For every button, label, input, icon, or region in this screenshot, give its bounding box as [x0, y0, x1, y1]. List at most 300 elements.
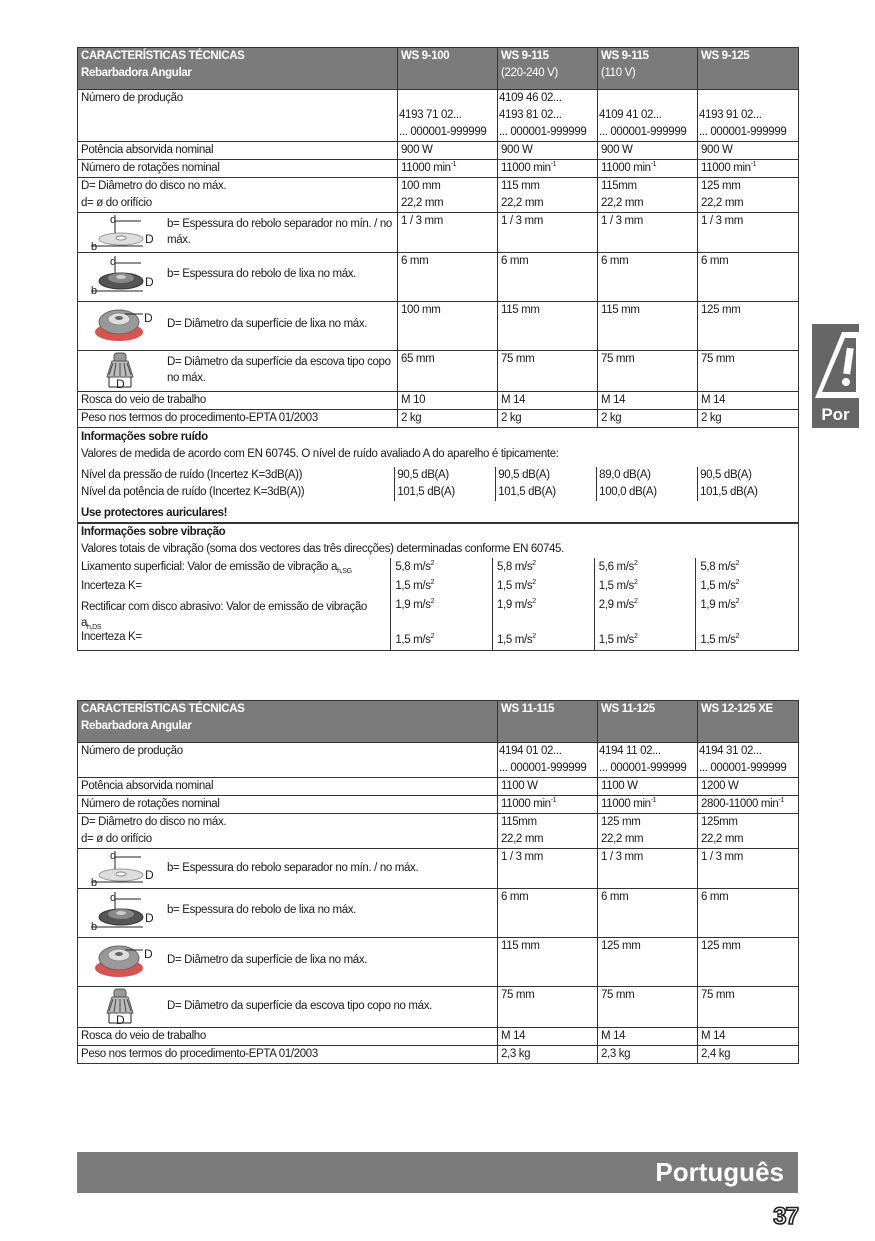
value-cell: 1 / 3 mm — [398, 213, 498, 253]
side-tab-label: Por — [821, 405, 850, 424]
warning-icon — [812, 326, 859, 398]
production-line — [599, 90, 694, 107]
value-cell: 6 mm — [698, 889, 799, 938]
value-cell: 75 mm — [498, 987, 598, 1028]
table2-disc-row — [78, 814, 799, 849]
bore-value: 22,2 mm — [701, 833, 744, 845]
sq: 2 — [430, 633, 435, 640]
bore-label: d= ø do orifício — [81, 197, 152, 209]
value-cell: M 14 — [698, 1028, 799, 1046]
value-cell: 1 / 3 mm — [498, 849, 598, 889]
icon-letter-b: b — [91, 877, 97, 887]
value-cell: 65 mm — [398, 351, 498, 392]
vib-sg-value — [599, 558, 696, 577]
val: 1,5 m/s — [700, 634, 736, 646]
value-cell — [498, 178, 598, 213]
table2-header-row — [78, 701, 799, 743]
table2-header-title-cell — [78, 701, 498, 743]
icon-letter-D: D — [144, 311, 153, 325]
disc-value: 125mm — [701, 816, 738, 828]
value-cell: 125 mm — [598, 938, 698, 987]
table2-weight-row — [78, 1046, 799, 1064]
production-serial: ... 000001-999999 — [499, 126, 587, 138]
val: 5,8 m/s — [700, 561, 736, 573]
table1-grind-row — [78, 253, 799, 302]
sanding-disc-icon — [81, 302, 159, 346]
sound-power-label: Nível da potência de ruído (Incertez K=3dB(A)) — [81, 486, 305, 498]
value-cell: 1 / 3 mm — [698, 849, 799, 889]
sanding-disc-icon — [81, 938, 159, 982]
value-cell: 6 mm — [498, 889, 598, 938]
row-label: Número de produção — [78, 90, 398, 142]
value-cell: 6 mm — [498, 253, 598, 302]
icon-letter-b: b — [91, 241, 97, 251]
disc-value: 125 mm — [701, 180, 741, 192]
cut-label: b= Espessura do rebolo separador no mín. / no máx. — [167, 218, 392, 246]
vibration-title: Informações sobre vibração — [81, 526, 226, 538]
table1-disc-row — [78, 178, 799, 213]
cutting-disc-icon — [81, 213, 159, 251]
icon-letter-d: d — [110, 850, 116, 862]
speed-value: 11000 min — [401, 162, 451, 174]
noise-col — [697, 467, 798, 501]
row-label: Rosca do veio de trabalho — [78, 392, 398, 410]
vib-sg-text: Lixamento superficial: Valor de emissão de vibração a — [81, 561, 338, 573]
table2-title: CARACTERÍSTICAS TÉCNICAS — [81, 703, 245, 715]
pressure-value: 90,5 dB(A) — [700, 469, 752, 481]
speed-value: 2800-11000 min — [701, 798, 779, 810]
bore-label: d= ø do orifício — [81, 833, 152, 845]
production-line: 4193 91 02... — [699, 109, 762, 121]
value-cell: 6 mm — [398, 253, 498, 302]
table2-grind-row — [78, 889, 799, 938]
value-cell — [698, 796, 799, 814]
icon-letter-D: D — [145, 275, 154, 289]
pressure-value: 90,5 dB(A) — [498, 469, 550, 481]
val: 2,9 m/s — [598, 599, 634, 611]
row-label — [78, 987, 498, 1028]
val: 1,5 m/s — [395, 634, 431, 646]
production-line — [699, 90, 795, 107]
row-label: Potência absorvida nominal — [78, 778, 498, 796]
sound-power-value: 101,5 dB(A) — [397, 486, 455, 498]
value-cell: 6 mm — [598, 889, 698, 938]
val: 5,8 m/s — [395, 561, 431, 573]
model-voltage: (110 V) — [601, 67, 636, 79]
value-cell: 125 mm — [698, 302, 799, 351]
vib-ds-value — [497, 596, 594, 615]
value-cell: 1 / 3 mm — [598, 849, 698, 889]
vib-col — [695, 558, 798, 650]
disc-value: 115mm — [601, 180, 637, 192]
sound-power-value: 101,5 dB(A) — [700, 486, 758, 498]
disc-value: 100 mm — [401, 180, 441, 192]
sq: 2 — [633, 560, 638, 567]
grinding-disc-icon — [81, 889, 159, 931]
brush-label: D= Diâmetro da superfície da escova tipo copo no máx. — [167, 356, 391, 384]
value-cell: 900 W — [698, 142, 799, 160]
uncertainty-label: Incerteza K= — [81, 631, 142, 643]
footer-language: Português — [655, 1157, 784, 1187]
table1-noise-section — [78, 428, 799, 524]
sq: 2 — [735, 598, 740, 605]
model-name: WS 9-125 — [701, 50, 750, 62]
table1-subtitle: Rebarbadora Angular — [81, 67, 192, 79]
production-cell — [598, 743, 698, 778]
value-cell: 125 mm — [698, 938, 799, 987]
value-cell: M 14 — [498, 1028, 598, 1046]
icon-letter-b: b — [91, 921, 97, 931]
value-cell: 2 kg — [398, 410, 498, 428]
unit-exponent: -1 — [550, 161, 557, 168]
icon-letter-d: d — [110, 256, 116, 268]
production-serial: ... 000001-999999 — [599, 126, 687, 138]
noise-col — [495, 467, 596, 501]
value-cell: 2,3 kg — [598, 1046, 698, 1064]
noise-col — [394, 467, 495, 501]
noise-values — [78, 467, 798, 501]
bore-value: 22,2 mm — [501, 833, 544, 845]
vib-sg-sub: h,SG — [337, 568, 352, 575]
language-side-tab — [812, 324, 859, 428]
table2-thread-row — [78, 1028, 799, 1046]
vib-ds-k — [599, 631, 696, 650]
table2-subtitle: Rebarbadora Angular — [81, 720, 192, 732]
val: 1,9 m/s — [395, 599, 431, 611]
production-cell — [598, 90, 698, 142]
value-cell: M 14 — [598, 392, 698, 410]
production-cell — [698, 743, 799, 778]
value-cell: 2,3 kg — [498, 1046, 598, 1064]
speed-value: 11000 min — [601, 162, 651, 174]
disc-label: D= Diâmetro do disco no máx. — [81, 180, 227, 192]
cut-label: b= Espessura do rebolo separador no mín. / no máx. — [167, 862, 419, 874]
table2-power-row — [78, 778, 799, 796]
table1-model-2 — [498, 48, 598, 90]
production-line: 4194 31 02... — [699, 745, 762, 757]
value-cell — [398, 160, 498, 178]
vib-ds-text: Rectificar com disco abrasivo: Valor de emissão de vibração a — [81, 601, 367, 629]
vib-ds-sub: h,DS — [87, 624, 102, 631]
sq: 2 — [430, 598, 435, 605]
sq: 2 — [633, 633, 638, 640]
vib-sg-value — [395, 558, 492, 577]
production-line: 4109 41 02... — [599, 109, 662, 121]
value-cell: 900 W — [498, 142, 598, 160]
value-cell: 1 / 3 mm — [498, 213, 598, 253]
production-line: 4109 46 02... — [499, 92, 562, 104]
value-cell: M 10 — [398, 392, 498, 410]
table1-cut-row — [78, 213, 799, 253]
disc-value: 125 mm — [601, 816, 641, 828]
model-voltage: (220-240 V) — [501, 67, 558, 79]
val: 1,5 m/s — [497, 634, 533, 646]
unit-exponent: -1 — [750, 161, 757, 168]
value-cell: 75 mm — [698, 987, 799, 1028]
bore-value: 22,2 mm — [501, 197, 544, 209]
val: 1,9 m/s — [700, 599, 736, 611]
vib-ds-value — [395, 596, 492, 615]
value-cell — [498, 796, 598, 814]
vib-ds-k — [395, 631, 492, 650]
row-label — [78, 814, 498, 849]
vib-col — [492, 558, 594, 650]
row-label — [78, 302, 398, 351]
production-line: 4194 01 02... — [499, 745, 562, 757]
vibration-description: Valores totais de vibração (soma dos vectores das três direcções) determinadas conforme EN 60745. — [81, 543, 564, 555]
table1-production-row — [78, 90, 799, 142]
production-serial: ... 000001-999999 — [699, 762, 787, 774]
noise-title: Informações sobre ruído — [81, 431, 208, 443]
disc-value: 115mm — [501, 816, 537, 828]
value-cell: M 14 — [698, 392, 799, 410]
sq: 2 — [532, 579, 536, 586]
bore-value: 22,2 mm — [601, 833, 644, 845]
vib-ds-value — [599, 596, 696, 615]
value-cell: 115 mm — [598, 302, 698, 351]
vib-sg-k — [395, 577, 492, 596]
cup-brush-icon — [81, 987, 159, 1025]
table1-header-row — [78, 48, 799, 90]
value-cell: 1 / 3 mm — [598, 213, 698, 253]
production-serial: ... 000001-999999 — [499, 762, 587, 774]
value-cell: 75 mm — [498, 351, 598, 392]
value-cell: 900 W — [598, 142, 698, 160]
vib-sg-k — [599, 577, 696, 596]
spec-table-1 — [77, 47, 799, 651]
table2-model-2: WS 11-125 — [598, 701, 698, 743]
production-line: 4193 71 02... — [399, 109, 462, 121]
value-cell: 2 kg — [498, 410, 598, 428]
footer-language-bar — [77, 1152, 798, 1193]
unit-exponent: -1 — [650, 161, 657, 168]
cup-brush-icon — [81, 351, 159, 389]
model-name: WS 9-100 — [401, 50, 450, 62]
value-cell — [598, 814, 698, 849]
sq: 2 — [633, 598, 638, 605]
icon-letter-b: b — [91, 285, 97, 295]
bore-value: 22,2 mm — [401, 197, 444, 209]
row-label — [78, 889, 498, 938]
row-label — [78, 849, 498, 889]
table1-model-1 — [398, 48, 498, 90]
grinding-disc-icon — [81, 253, 159, 295]
table2-speed-row — [78, 796, 799, 814]
row-label — [78, 351, 398, 392]
production-cell — [498, 90, 598, 142]
vib-col — [390, 558, 492, 650]
value-cell: M 14 — [498, 392, 598, 410]
val: 5,6 m/s — [598, 561, 634, 573]
row-label — [78, 938, 498, 987]
vibration-values — [78, 558, 798, 650]
production-cell — [498, 743, 598, 778]
value-cell: 1 / 3 mm — [698, 213, 799, 253]
table1-thread-row — [78, 392, 799, 410]
noise-col — [596, 467, 697, 501]
val: 5,8 m/s — [497, 561, 533, 573]
production-serial: ... 000001-999999 — [599, 762, 687, 774]
disc-label: D= Diâmetro do disco no máx. — [81, 816, 227, 828]
vib-ds-value — [700, 596, 798, 615]
value-cell: 1100 W — [498, 778, 598, 796]
grind-label: b= Espessura do rebolo de lixa no máx. — [167, 268, 357, 280]
speed-value: 11000 min — [501, 798, 551, 810]
production-serial: ... 000001-999999 — [399, 126, 487, 138]
speed-value: 11000 min — [501, 162, 551, 174]
uncertainty-label: Incerteza K= — [81, 580, 142, 592]
bore-value: 22,2 mm — [601, 197, 644, 209]
sound-power-value: 100,0 dB(A) — [599, 486, 657, 498]
table1-vibration-section — [78, 523, 799, 651]
unit-exponent: -1 — [450, 161, 457, 168]
value-cell: 75 mm — [698, 351, 799, 392]
model-name: WS 9-115 — [501, 50, 549, 62]
table1-model-4 — [698, 48, 799, 90]
table2-model-1: WS 11-115 — [498, 701, 598, 743]
sq: 2 — [532, 560, 536, 567]
value-cell: 6 mm — [598, 253, 698, 302]
sq: 2 — [532, 598, 536, 605]
value-cell: 2 kg — [698, 410, 799, 428]
value-cell: M 14 — [598, 1028, 698, 1046]
table1-header-title-cell — [78, 48, 398, 90]
icon-letter-d: d — [110, 214, 116, 226]
row-label: Número de produção — [78, 743, 498, 778]
production-line: 4194 11 02... — [599, 745, 661, 757]
ear-protection-warning: Use protectores auriculares! — [81, 507, 228, 519]
value-cell: 2 kg — [598, 410, 698, 428]
unit-exponent: -1 — [778, 797, 784, 804]
sq: 2 — [430, 579, 435, 586]
row-label — [78, 213, 398, 253]
value-cell — [398, 178, 498, 213]
table1-power-row — [78, 142, 799, 160]
sand-label: D= Diâmetro da superfície de lixa no máx. — [167, 954, 368, 966]
val: 1,5 m/s — [700, 580, 736, 592]
noise-description: Valores de medida de acordo com EN 60745. O nível de ruído avaliado A do aparelho é tipicamente: — [81, 448, 559, 460]
row-label: Rosca do veio de trabalho — [78, 1028, 498, 1046]
vib-sg-value — [497, 558, 594, 577]
vib-ds-k — [700, 631, 798, 650]
icon-letter-D: D — [116, 377, 125, 389]
icon-letter-D: D — [145, 232, 154, 246]
row-label — [78, 253, 398, 302]
row-label: Número de rotações nominal — [78, 796, 498, 814]
vibration-labels — [78, 558, 390, 650]
value-cell — [498, 814, 598, 849]
table1-weight-row — [78, 410, 799, 428]
page-number: 37 — [773, 1203, 798, 1230]
table1-model-3 — [598, 48, 698, 90]
vib-sg-label — [81, 558, 390, 577]
val: 1,5 m/s — [497, 580, 533, 592]
row-label: Peso nos termos do procedimento-EPTA 01/2003 — [78, 1046, 498, 1064]
production-serial: ... 000001-999999 — [699, 126, 787, 138]
val: 1,5 m/s — [598, 634, 634, 646]
sq: 2 — [735, 579, 740, 586]
table2-brush-row — [78, 987, 799, 1028]
value-cell — [498, 160, 598, 178]
sand-label: D= Diâmetro da superfície de lixa no máx. — [167, 318, 368, 330]
cutting-disc-icon — [81, 849, 159, 887]
table1-speed-row — [78, 160, 799, 178]
value-cell — [698, 814, 799, 849]
sq: 2 — [735, 560, 740, 567]
icon-letter-d: d — [110, 892, 116, 904]
sq: 2 — [532, 633, 536, 640]
vib-sg-k — [497, 577, 594, 596]
bore-value: 22,2 mm — [701, 197, 744, 209]
noise-section-cell — [78, 428, 799, 524]
table1-title: CARACTERÍSTICAS TÉCNICAS — [81, 50, 245, 62]
row-label: Peso nos termos do procedimento-EPTA 01/2003 — [78, 410, 398, 428]
sound-power-value: 101,5 dB(A) — [498, 486, 556, 498]
icon-letter-D: D — [145, 911, 154, 925]
grind-label: b= Espessura do rebolo de lixa no máx. — [167, 904, 357, 916]
sq: 2 — [735, 633, 740, 640]
noise-labels — [78, 467, 394, 501]
model-name: WS 9-115 — [601, 50, 649, 62]
speed-value: 11000 min — [701, 162, 751, 174]
row-label: Número de rotações nominal — [78, 160, 398, 178]
value-cell: 75 mm — [598, 987, 698, 1028]
value-cell — [698, 160, 799, 178]
val: 1,5 m/s — [395, 580, 431, 592]
value-cell: 1100 W — [598, 778, 698, 796]
icon-letter-D: D — [145, 868, 154, 882]
value-cell: 100 mm — [398, 302, 498, 351]
pressure-value: 90,5 dB(A) — [397, 469, 449, 481]
vib-sg-k — [700, 577, 798, 596]
unit-exponent: -1 — [650, 797, 657, 804]
vib-ds-k — [497, 631, 594, 650]
value-cell: 115 mm — [498, 302, 598, 351]
vib-sg-value — [700, 558, 798, 577]
table2-sand-row — [78, 938, 799, 987]
table2-cut-row — [78, 849, 799, 889]
sq: 2 — [633, 579, 638, 586]
production-line: 4193 81 02... — [499, 109, 562, 121]
value-cell — [598, 796, 698, 814]
value-cell: 900 W — [398, 142, 498, 160]
value-cell: 115 mm — [498, 938, 598, 987]
production-cell — [398, 90, 498, 142]
brush-label: D= Diâmetro da superfície da escova tipo copo no máx. — [167, 1000, 432, 1012]
icon-letter-D: D — [144, 947, 153, 961]
spec-table-2 — [77, 700, 799, 1064]
value-cell: 75 mm — [598, 351, 698, 392]
value-cell — [598, 160, 698, 178]
speed-value: 11000 min — [601, 798, 651, 810]
row-label — [78, 178, 398, 213]
vib-ds-label — [81, 596, 390, 631]
val: 1,9 m/s — [497, 599, 533, 611]
unit-exponent: -1 — [550, 797, 557, 804]
table1-brush-row — [78, 351, 799, 392]
table1-sand-row — [78, 302, 799, 351]
value-cell — [698, 178, 799, 213]
pressure-label: Nível da pressão de ruído (Incertez K=3dB(A)) — [81, 469, 303, 481]
row-label: Potência absorvida nominal — [78, 142, 398, 160]
pressure-value: 89,0 dB(A) — [599, 469, 651, 481]
value-cell: 2,4 kg — [698, 1046, 799, 1064]
vibration-section-cell — [78, 523, 799, 651]
table2-model-3: WS 12-125 XE — [698, 701, 799, 743]
icon-letter-D: D — [116, 1013, 125, 1025]
disc-value: 115 mm — [501, 180, 540, 192]
production-cell — [698, 90, 799, 142]
